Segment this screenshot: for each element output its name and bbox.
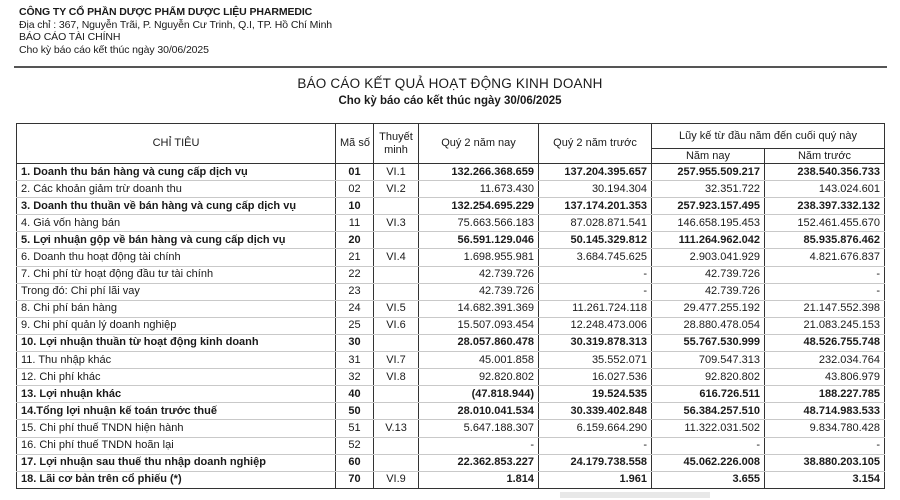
ytd-this-year-value: 111.264.962.042	[652, 232, 765, 249]
ytd-this-year-value: 11.322.031.502	[652, 420, 765, 437]
table-row	[17, 334, 885, 351]
ytd-this-year-value: 257.955.509.217	[652, 164, 765, 181]
ytd-this-year-value: 3.655	[652, 471, 765, 488]
row-label: 17. Lợi nhuận sau thuế thu nhập doanh nghiệp	[17, 454, 336, 471]
ytd-this-year-value: 42.739.726	[652, 266, 765, 283]
q2-last-year-value: 16.027.536	[539, 369, 652, 386]
row-code: 32	[336, 369, 374, 386]
col-header-q2-this-year: Quý 2 năm nay	[419, 124, 539, 164]
table-row	[17, 266, 885, 283]
col-header-ytd-group: Lũy kế từ đầu năm đến cuối quý này	[652, 124, 885, 149]
q2-this-year-value: 42.739.726	[419, 283, 539, 300]
ytd-last-year-value: 21.147.552.398	[765, 300, 885, 317]
col-header-note: Thuyết minh	[374, 124, 419, 164]
row-label: 4. Giá vốn hàng bán	[17, 215, 336, 232]
row-label: 18. Lãi cơ bản trên cổ phiếu (*)	[17, 471, 336, 488]
row-note	[374, 266, 419, 283]
q2-this-year-value: -	[419, 437, 539, 454]
ytd-this-year-value: 92.820.802	[652, 369, 765, 386]
company-header	[19, 6, 332, 56]
ytd-this-year-value: 55.767.530.999	[652, 334, 765, 351]
ytd-last-year-value: 143.024.601	[765, 181, 885, 198]
table-row	[17, 437, 885, 454]
q2-this-year-value: 132.266.368.659	[419, 164, 539, 181]
table-row	[17, 403, 885, 420]
ytd-this-year-value: 616.726.511	[652, 386, 765, 403]
ytd-last-year-value: 48.526.755.748	[765, 334, 885, 351]
row-code: 10	[336, 198, 374, 215]
q2-this-year-value: 75.663.566.183	[419, 215, 539, 232]
row-label: 13. Lợi nhuận khác	[17, 386, 336, 403]
q2-last-year-value: 30.194.304	[539, 181, 652, 198]
row-code: 70	[336, 471, 374, 488]
table-row	[17, 369, 885, 386]
ytd-last-year-value: 3.154	[765, 471, 885, 488]
ytd-this-year-value: 709.547.313	[652, 352, 765, 369]
row-label: 11. Thu nhập khác	[17, 352, 336, 369]
q2-this-year-value: 14.682.391.369	[419, 300, 539, 317]
ytd-this-year-value: 45.062.226.008	[652, 454, 765, 471]
q2-last-year-value: 12.248.473.006	[539, 317, 652, 334]
col-header-q2-last-year: Quý 2 năm trước	[539, 124, 652, 164]
q2-this-year-value: 45.001.858	[419, 352, 539, 369]
row-label: 8. Chi phí bán hàng	[17, 300, 336, 317]
row-code: 60	[336, 454, 374, 471]
row-code: 02	[336, 181, 374, 198]
ytd-this-year-value: 257.923.157.495	[652, 198, 765, 215]
q2-last-year-value: 30.319.878.313	[539, 334, 652, 351]
q2-last-year-value: -	[539, 266, 652, 283]
q2-last-year-value: 35.552.071	[539, 352, 652, 369]
q2-this-year-value: 1.814	[419, 471, 539, 488]
table-row	[17, 232, 885, 249]
row-note	[374, 198, 419, 215]
row-note	[374, 283, 419, 300]
q2-last-year-value: 30.339.402.848	[539, 403, 652, 420]
row-note: V.13	[374, 420, 419, 437]
row-label: 9. Chi phí quản lý doanh nghiệp	[17, 317, 336, 334]
income-statement-table	[16, 123, 885, 489]
row-label: 12. Chi phí khác	[17, 369, 336, 386]
row-code: 21	[336, 249, 374, 266]
q2-this-year-value: (47.818.944)	[419, 386, 539, 403]
row-label: 15. Chi phí thuế TNDN hiện hành	[17, 420, 336, 437]
ytd-this-year-value: 28.880.478.054	[652, 317, 765, 334]
ytd-last-year-value: 188.227.785	[765, 386, 885, 403]
row-code: 40	[336, 386, 374, 403]
company-name: CÔNG TY CỔ PHẦN DƯỢC PHẨM DƯỢC LIỆU PHARMEDIC	[19, 6, 313, 18]
company-address: Địa chỉ : 367, Nguyễn Trãi, P. Nguyễn Cư Trinh, Q.I, TP. Hồ Chí Minh	[19, 18, 333, 31]
ytd-this-year-value: 29.477.255.192	[652, 300, 765, 317]
q2-this-year-value: 15.507.093.454	[419, 317, 539, 334]
report-subtitle: Cho kỳ báo cáo kết thúc ngày 30/06/2025	[338, 95, 562, 107]
q2-last-year-value: -	[539, 283, 652, 300]
row-code: 22	[336, 266, 374, 283]
table-row	[17, 215, 885, 232]
header-divider	[14, 66, 887, 68]
row-label: 6. Doanh thu hoạt động tài chính	[17, 249, 336, 266]
ytd-this-year-value: 2.903.041.929	[652, 249, 765, 266]
table-row	[17, 471, 885, 488]
row-label: 10. Lợi nhuận thuần từ hoạt động kinh doanh	[17, 334, 336, 351]
table-row	[17, 181, 885, 198]
q2-last-year-value: 137.174.201.353	[539, 198, 652, 215]
row-label: 14.Tổng lợi nhuận kế toán trước thuế	[17, 403, 336, 420]
ytd-this-year-value: 56.384.257.510	[652, 403, 765, 420]
row-label: Trong đó: Chi phí lãi vay	[17, 283, 336, 300]
q2-this-year-value: 28.057.860.478	[419, 334, 539, 351]
q2-last-year-value: 24.179.738.558	[539, 454, 652, 471]
q2-this-year-value: 11.673.430	[419, 181, 539, 198]
row-code: 31	[336, 352, 374, 369]
row-code: 23	[336, 283, 374, 300]
row-note	[374, 386, 419, 403]
row-label: 16. Chi phí thuế TNDN hoãn lại	[17, 437, 336, 454]
ytd-last-year-value: -	[765, 283, 885, 300]
footer-faint-text	[560, 492, 710, 498]
q2-last-year-value: 137.204.395.657	[539, 164, 652, 181]
row-note	[374, 437, 419, 454]
col-header-code: Mã số	[336, 124, 374, 164]
row-note: VI.9	[374, 471, 419, 488]
row-label: 2. Các khoản giảm trừ doanh thu	[17, 181, 336, 198]
row-note: VI.8	[374, 369, 419, 386]
q2-last-year-value: 6.159.664.290	[539, 420, 652, 437]
document-type: BÁO CÁO TÀI CHÍNH	[19, 31, 121, 43]
col-header-ytd-this-year: Năm nay	[652, 149, 765, 164]
ytd-last-year-value: 232.034.764	[765, 352, 885, 369]
ytd-last-year-value: 85.935.876.462	[765, 232, 885, 249]
table-row	[17, 420, 885, 437]
ytd-last-year-value: 38.880.203.105	[765, 454, 885, 471]
row-code: 20	[336, 232, 374, 249]
q2-this-year-value: 22.362.853.227	[419, 454, 539, 471]
row-note: VI.4	[374, 249, 419, 266]
table-body	[17, 164, 885, 489]
q2-this-year-value: 28.010.041.534	[419, 403, 539, 420]
report-title: BÁO CÁO KẾT QUẢ HOẠT ĐỘNG KINH DOANH	[297, 76, 603, 91]
col-header-ytd-last-year: Năm trước	[765, 149, 885, 164]
q2-last-year-value: 87.028.871.541	[539, 215, 652, 232]
ytd-last-year-value: 43.806.979	[765, 369, 885, 386]
row-note: VI.6	[374, 317, 419, 334]
row-label: 5. Lợi nhuận gộp về bán hàng và cung cấp dịch vụ	[17, 232, 336, 249]
row-code: 52	[336, 437, 374, 454]
row-code: 30	[336, 334, 374, 351]
ytd-last-year-value: -	[765, 266, 885, 283]
ytd-last-year-value: 21.083.245.153	[765, 317, 885, 334]
table-row	[17, 352, 885, 369]
row-code: 51	[336, 420, 374, 437]
report-period: Cho kỳ báo cáo kết thúc ngày 30/06/2025	[19, 43, 209, 56]
ytd-last-year-value: -	[765, 437, 885, 454]
row-note: VI.7	[374, 352, 419, 369]
row-code: 11	[336, 215, 374, 232]
ytd-last-year-value: 4.821.676.837	[765, 249, 885, 266]
q2-this-year-value: 42.739.726	[419, 266, 539, 283]
q2-last-year-value: 50.145.329.812	[539, 232, 652, 249]
q2-this-year-value: 56.591.129.046	[419, 232, 539, 249]
q2-last-year-value: -	[539, 437, 652, 454]
q2-last-year-value: 1.961	[539, 471, 652, 488]
ytd-this-year-value: 146.658.195.453	[652, 215, 765, 232]
ytd-last-year-value: 9.834.780.428	[765, 420, 885, 437]
row-note: VI.5	[374, 300, 419, 317]
col-header-item: CHỈ TIÊU	[17, 124, 336, 164]
row-code: 25	[336, 317, 374, 334]
row-label: 3. Doanh thu thuần về bán hàng và cung cấp dịch vụ	[17, 198, 336, 215]
row-note	[374, 454, 419, 471]
table-row	[17, 164, 885, 181]
ytd-last-year-value: 238.397.332.132	[765, 198, 885, 215]
ytd-this-year-value: 42.739.726	[652, 283, 765, 300]
q2-last-year-value: 19.524.535	[539, 386, 652, 403]
ytd-this-year-value: -	[652, 437, 765, 454]
ytd-last-year-value: 238.540.356.733	[765, 164, 885, 181]
table-row	[17, 454, 885, 471]
row-note	[374, 232, 419, 249]
row-label: 7. Chi phí từ hoạt động đầu tư tài chính	[17, 266, 336, 283]
ytd-last-year-value: 152.461.455.670	[765, 215, 885, 232]
q2-this-year-value: 5.647.188.307	[419, 420, 539, 437]
row-note	[374, 334, 419, 351]
table-row	[17, 300, 885, 317]
row-code: 01	[336, 164, 374, 181]
q2-last-year-value: 3.684.745.625	[539, 249, 652, 266]
q2-this-year-value: 1.698.955.981	[419, 249, 539, 266]
q2-this-year-value: 92.820.802	[419, 369, 539, 386]
table-row	[17, 283, 885, 300]
ytd-this-year-value: 32.351.722	[652, 181, 765, 198]
table-row	[17, 249, 885, 266]
row-code: 50	[336, 403, 374, 420]
q2-last-year-value: 11.261.724.118	[539, 300, 652, 317]
ytd-last-year-value: 48.714.983.533	[765, 403, 885, 420]
row-label: 1. Doanh thu bán hàng và cung cấp dịch vụ	[17, 164, 336, 181]
row-code: 24	[336, 300, 374, 317]
table-row	[17, 317, 885, 334]
row-note: VI.2	[374, 181, 419, 198]
row-note	[374, 403, 419, 420]
row-note: VI.1	[374, 164, 419, 181]
q2-this-year-value: 132.254.695.229	[419, 198, 539, 215]
row-note: VI.3	[374, 215, 419, 232]
table-row	[17, 386, 885, 403]
table-row	[17, 198, 885, 215]
